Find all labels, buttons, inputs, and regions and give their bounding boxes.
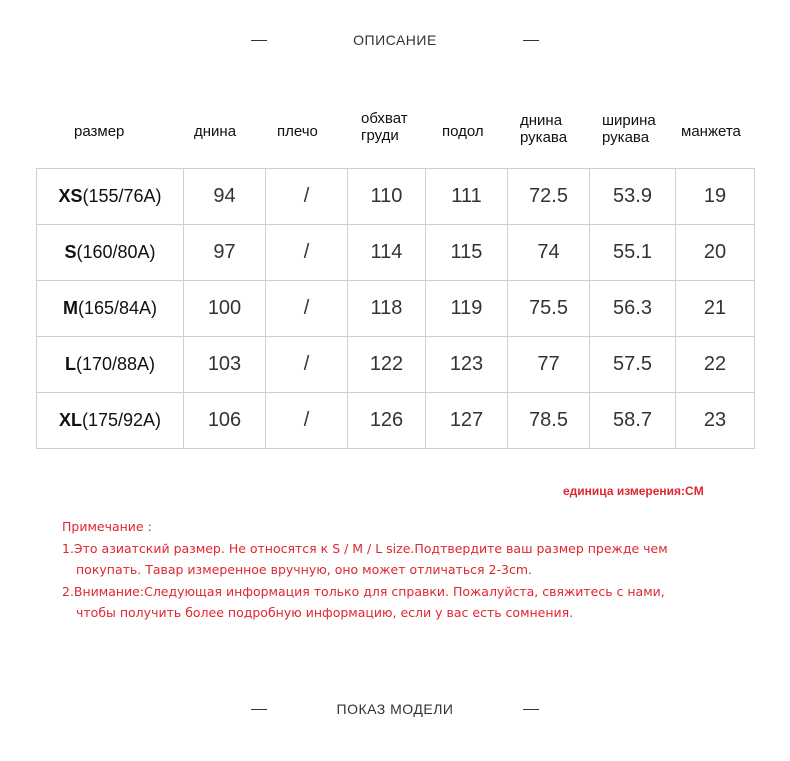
cuff-cell: 19 (676, 169, 755, 225)
hem-cell: 115 (426, 225, 508, 281)
cuff-cell: 21 (676, 281, 755, 337)
size-cell (37, 169, 184, 225)
table-row (37, 281, 755, 337)
header-cuff: манжета (681, 123, 741, 140)
table-row (37, 337, 755, 393)
sleeve-length-cell: 78.5 (508, 393, 590, 449)
note-1-line-1: 1.Это азиатский размер. Не относятся к S / M / L size.Подтвердите ваш размер прежде чем (62, 540, 668, 556)
sleeve-width-cell: 55.1 (590, 225, 676, 281)
sleeve-width-cell: 56.3 (590, 281, 676, 337)
header-chest: обхват груди (361, 110, 408, 144)
note-1-line-2: покупать. Тавар измеренное вручную, оно может отличаться 2-3cm. (76, 562, 532, 577)
size-spec: (170/88A) (75, 354, 156, 374)
section-title-model-show (0, 697, 790, 721)
notes-block (62, 516, 762, 624)
section-title-text: ПОКАЗ МОДЕЛИ (336, 701, 454, 717)
title-dash-left (251, 40, 267, 41)
chest-cell: 122 (348, 337, 426, 393)
note-2-line-1: 2.Внимание:Следующая информация только для справки. Пожалуйста, свяжитесь с нами, (62, 583, 665, 599)
hem-cell: 119 (426, 281, 508, 337)
hem-cell: 127 (426, 393, 508, 449)
table-row (37, 393, 755, 449)
length-cell: 97 (184, 225, 266, 281)
size-label: XL (58, 410, 82, 430)
size-table-header (0, 108, 790, 156)
section-title-text: ОПИСАНИЕ (353, 32, 437, 48)
size-cell (37, 393, 184, 449)
sleeve-width-cell: 57.5 (590, 337, 676, 393)
shoulder-cell: / (266, 337, 348, 393)
size-cell (37, 281, 184, 337)
title-dash-right (523, 709, 539, 710)
title-dash-left (251, 709, 267, 710)
size-spec: (175/92A) (81, 410, 162, 430)
header-length: днина (194, 123, 237, 140)
sleeve-width-cell: 53.9 (590, 169, 676, 225)
sleeve-width-cell: 58.7 (590, 393, 676, 449)
size-label: XS (58, 186, 83, 206)
size-label: M (62, 298, 78, 318)
length-cell: 94 (184, 169, 266, 225)
shoulder-cell: / (266, 169, 348, 225)
section-title-description (0, 28, 790, 52)
sleeve-length-cell: 75.5 (508, 281, 590, 337)
size-spec: (160/80A) (76, 242, 156, 262)
chest-cell: 110 (348, 169, 426, 225)
size-label: S (64, 242, 77, 262)
cuff-cell: 22 (676, 337, 755, 393)
sleeve-length-cell: 74 (508, 225, 590, 281)
size-spec: (155/76A) (82, 186, 162, 206)
cuff-cell: 20 (676, 225, 755, 281)
size-spec: (165/84A) (77, 298, 158, 318)
hem-cell: 111 (426, 169, 508, 225)
sleeve-length-cell: 77 (508, 337, 590, 393)
cuff-cell: 23 (676, 393, 755, 449)
notes-heading: Примечание : (62, 519, 152, 534)
header-size: размер (74, 123, 125, 140)
sleeve-length-cell: 72.5 (508, 169, 590, 225)
header-shoulder: плечо (277, 123, 318, 140)
length-cell: 103 (184, 337, 266, 393)
shoulder-cell: / (266, 225, 348, 281)
unit-note: единица измерения:CM (563, 484, 704, 498)
chest-cell: 118 (348, 281, 426, 337)
length-cell: 106 (184, 393, 266, 449)
length-cell: 100 (184, 281, 266, 337)
shoulder-cell: / (266, 281, 348, 337)
note-2-line-2: чтобы получить более подробную информацию, если у вас есть сомнения. (76, 605, 574, 620)
header-sleeve-width: ширина рукава (602, 112, 656, 146)
table-row (37, 169, 755, 225)
header-sleeve-length: днина рукава (520, 112, 568, 146)
size-cell (37, 225, 184, 281)
table-row (37, 225, 755, 281)
size-label: L (64, 354, 76, 374)
title-dash-right (523, 40, 539, 41)
hem-cell: 123 (426, 337, 508, 393)
size-table (36, 168, 755, 449)
header-hem: подол (442, 123, 484, 140)
chest-cell: 114 (348, 225, 426, 281)
chest-cell: 126 (348, 393, 426, 449)
size-cell (37, 337, 184, 393)
shoulder-cell: / (266, 393, 348, 449)
